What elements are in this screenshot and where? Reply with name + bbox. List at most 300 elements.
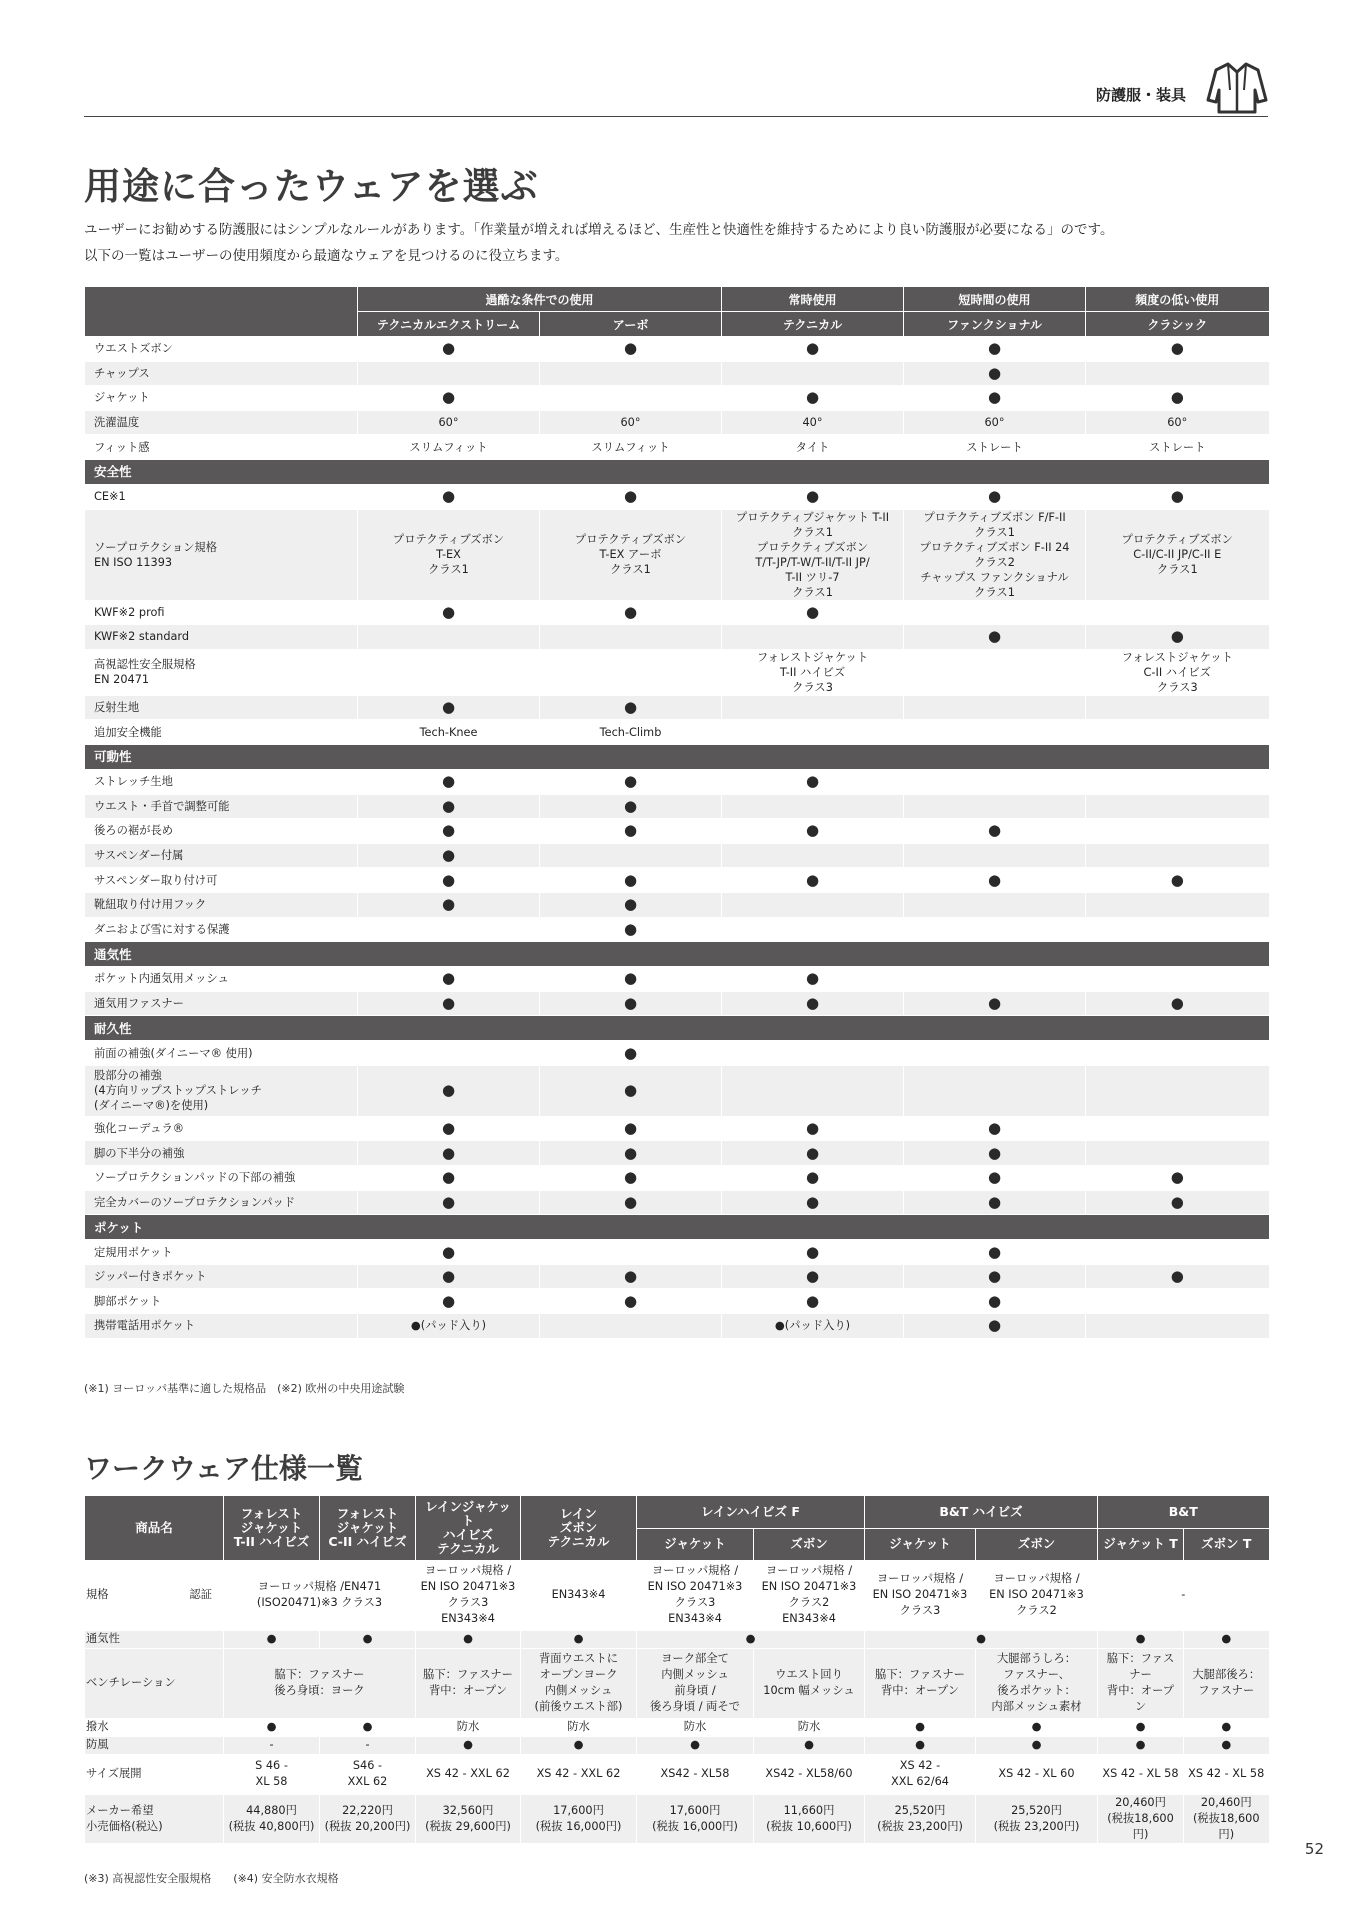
- table-cell: [904, 843, 1086, 868]
- table-cell: ●: [637, 1630, 865, 1648]
- table-cell: 背面ウエストに オープンヨーク 内側メッシュ (前後ウエスト部): [521, 1648, 637, 1718]
- intro-line: 以下の一覧はユーザーの使用頻度から最適なウェアを見つけるのに役立ちます。: [84, 248, 569, 264]
- check-mark: ●: [540, 794, 722, 819]
- table-cell: ●: [1098, 1630, 1184, 1648]
- table-cell: XS 42 - XL 58: [1098, 1754, 1184, 1794]
- check-mark: ●: [722, 1141, 904, 1166]
- check-mark: ●: [904, 361, 1086, 386]
- check-mark: ●: [540, 337, 722, 362]
- table-cell: スリムフィット: [540, 435, 722, 460]
- row-label: KWF※2 profi: [85, 600, 358, 625]
- check-mark: ●: [722, 1289, 904, 1314]
- check-mark: ●: [358, 1141, 540, 1166]
- footnote: (※1) ヨーロッパ基準に適した規格品 (※2) 欧州の中央用途試験: [84, 1382, 405, 1395]
- table-cell: [722, 720, 904, 745]
- section-row: [85, 942, 1269, 967]
- price-row: [85, 1794, 1269, 1843]
- table-row: [85, 484, 1269, 509]
- product-header: フォレスト ジャケット T-II ハイビズ: [224, 1496, 320, 1560]
- check-mark: ●: [540, 892, 722, 917]
- row-label: 股部分の補強 (4方向リップストップストレッチ (ダイニーマ®)を使用): [85, 1065, 358, 1116]
- table-cell: プロテクティブズボン C-II/C-II JP/C-II E クラス1: [1086, 509, 1269, 600]
- product-header: B&T ハイビズ: [865, 1496, 1098, 1528]
- size-row: [85, 1754, 1269, 1794]
- table-cell: [1086, 1314, 1269, 1339]
- table-cell: ●: [224, 1630, 320, 1648]
- usage-header: 過酷な条件での使用: [358, 287, 722, 312]
- check-mark: ●: [540, 695, 722, 720]
- table-cell: [540, 361, 722, 386]
- row-label: ベンチレーション: [85, 1648, 224, 1718]
- table-row: [85, 917, 1269, 942]
- table-cell: タイト: [722, 435, 904, 460]
- table-cell: フォレストジャケット T-II ハイビズ クラス3: [722, 649, 904, 695]
- product-header: ファンクショナル: [904, 312, 1086, 337]
- spec-label: 規格: [86, 1588, 109, 1601]
- table-cell: スリムフィット: [358, 435, 540, 460]
- table-cell: Tech-Climb: [540, 720, 722, 745]
- row-label: 脚部ポケット: [85, 1289, 358, 1314]
- table-cell: 60°: [358, 410, 540, 435]
- table-cell: [1086, 892, 1269, 917]
- intro-text: [84, 217, 1284, 269]
- check-mark: ●: [1098, 1718, 1184, 1736]
- table-row: [85, 649, 1269, 695]
- check-mark: ●: [358, 991, 540, 1016]
- check-mark: ●: [416, 1736, 521, 1754]
- check-mark: ●: [904, 1314, 1086, 1339]
- table-cell: [722, 695, 904, 720]
- table-cell: [904, 649, 1086, 695]
- row-label: ソープロテクション規格 EN ISO 11393: [85, 509, 358, 600]
- table-cell: ヨーロッパ規格 /EN471 (ISO20471)※3 クラス3: [224, 1560, 416, 1630]
- check-mark: ●: [358, 1264, 540, 1289]
- check-mark: ●: [722, 1264, 904, 1289]
- check-mark: ●: [904, 868, 1086, 893]
- row-label: 撥水: [85, 1718, 224, 1736]
- check-mark: ●: [904, 484, 1086, 509]
- check-mark: ●: [904, 1166, 1086, 1191]
- row-label: サスペンダー取り付け可: [85, 868, 358, 893]
- row-label: ストレッチ生地: [85, 769, 358, 794]
- table-cell: 脇下：ファスナー 後ろ身頃：ヨーク: [224, 1648, 416, 1718]
- row-label: フィット感: [85, 435, 358, 460]
- table-cell: 60°: [1086, 410, 1269, 435]
- table-cell: 防水: [637, 1718, 754, 1736]
- product-header: テクニカル: [722, 312, 904, 337]
- check-mark: ●: [904, 1141, 1086, 1166]
- product-header: レインハイビズ F: [637, 1496, 865, 1528]
- table-cell: [722, 1041, 904, 1066]
- table-cell: [1086, 695, 1269, 720]
- table-row: [85, 1289, 1269, 1314]
- check-mark: ●: [358, 1190, 540, 1215]
- table-row: [85, 386, 1269, 411]
- check-mark: ●: [722, 819, 904, 844]
- table-cell: 20,460円 (税抜18,600円): [1098, 1794, 1184, 1843]
- check-mark: ●: [637, 1736, 754, 1754]
- section-label: 安全性: [85, 459, 1269, 484]
- table-cell: 17,600円 (税抜 16,000円): [521, 1794, 637, 1843]
- row-label: 防風: [85, 1736, 224, 1754]
- check-mark: ●: [722, 868, 904, 893]
- table-cell: [1086, 769, 1269, 794]
- table-cell: フォレストジャケット C-II ハイビズ クラス3: [1086, 649, 1269, 695]
- row-label: ジャケット: [85, 386, 358, 411]
- check-mark: ●: [540, 1190, 722, 1215]
- table-cell: プロテクティブズボン T-EX アーボ クラス1: [540, 509, 722, 600]
- check-mark: ●: [358, 1240, 540, 1265]
- table-cell: XS42 - XL58: [637, 1754, 754, 1794]
- check-mark: ●: [358, 484, 540, 509]
- table-cell: 25,520円 (税抜 23,200円): [976, 1794, 1098, 1843]
- table-row: [85, 509, 1269, 600]
- sub-header: ジャケット T: [1098, 1528, 1184, 1560]
- table-cell: XS 42 - XXL 62: [416, 1754, 521, 1794]
- check-mark: ●: [540, 600, 722, 625]
- table-row: [85, 337, 1269, 362]
- table-cell: XS42 - XL58/60: [754, 1754, 865, 1794]
- table-cell: [722, 917, 904, 942]
- table-row: [85, 361, 1269, 386]
- table-cell: プロテクティブジャケット T-II クラス1 プロテクティブズボン T/T-JP/T-W/T-II/T-II JP/ T-II ツリ-7 クラス1: [722, 509, 904, 600]
- table-row: [85, 625, 1269, 650]
- table-cell: 25,520円 (税抜 23,200円): [865, 1794, 976, 1843]
- table-cell: [1086, 361, 1269, 386]
- table-row: [85, 1190, 1269, 1215]
- table-cell: [904, 720, 1086, 745]
- check-mark: ●: [358, 967, 540, 992]
- section-label: ポケット: [85, 1215, 1269, 1240]
- check-mark: ●: [540, 769, 722, 794]
- check-mark: ●: [358, 695, 540, 720]
- check-mark: ●: [358, 892, 540, 917]
- row-label: ウエスト・手首で調整可能: [85, 794, 358, 819]
- table-cell: プロテクティブズボン F/F-II クラス1 プロテクティブズボン F-II 24 クラス2 チャップス ファンクショナル クラス1: [904, 509, 1086, 600]
- table-row: [85, 1116, 1269, 1141]
- row-label: チャップス: [85, 361, 358, 386]
- check-mark: ●: [976, 1718, 1098, 1736]
- check-mark: ●: [1086, 868, 1269, 893]
- table-row: [85, 1264, 1269, 1289]
- table-cell: XS 42 - XXL 62/64: [865, 1754, 976, 1794]
- check-mark: ●: [904, 991, 1086, 1016]
- row-label: [85, 1560, 224, 1630]
- row-label: CE※1: [85, 484, 358, 509]
- check-mark: ●: [1086, 1166, 1269, 1191]
- usage-header: 常時使用: [722, 287, 904, 312]
- check-mark: ●: [976, 1736, 1098, 1754]
- table-row: [85, 1141, 1269, 1166]
- table-row: [85, 967, 1269, 992]
- section-row: [85, 459, 1269, 484]
- check-mark: ●: [1098, 1736, 1184, 1754]
- check-mark: ●: [904, 625, 1086, 650]
- check-mark: ●: [904, 386, 1086, 411]
- table-cell: 大腿部後ろ： ファスナー: [1184, 1648, 1269, 1718]
- table-row: [85, 769, 1269, 794]
- table-row: [85, 720, 1269, 745]
- product-header: フォレスト ジャケット C-II ハイビズ: [320, 1496, 416, 1560]
- table-cell: [904, 892, 1086, 917]
- check-mark: ●: [1086, 625, 1269, 650]
- row-label: 通気性: [85, 1630, 224, 1648]
- row-label: 携帯電話用ポケット: [85, 1314, 358, 1339]
- check-mark: ●: [1184, 1736, 1269, 1754]
- table-row: [85, 1240, 1269, 1265]
- table-cell: ストレート: [1086, 435, 1269, 460]
- section-row: [85, 1215, 1269, 1240]
- table-cell: [540, 1240, 722, 1265]
- check-mark: ●: [540, 1264, 722, 1289]
- usage-header: 頻度の低い使用: [1086, 287, 1269, 312]
- table-row: [85, 695, 1269, 720]
- table-cell: -: [224, 1736, 320, 1754]
- table-cell: 防水: [416, 1718, 521, 1736]
- table-cell: 脇下：ファスナー 背中：オープン: [416, 1648, 521, 1718]
- sub-header: ジャケット: [637, 1528, 754, 1560]
- jacket-icon: [1206, 60, 1268, 114]
- table-cell: [904, 769, 1086, 794]
- check-mark: ●: [722, 1116, 904, 1141]
- spec-table: [84, 1496, 1269, 1844]
- table-cell: [1086, 1289, 1269, 1314]
- check-mark: ●: [722, 1190, 904, 1215]
- table-cell: ●: [865, 1630, 1098, 1648]
- product-header: B&T: [1098, 1496, 1269, 1528]
- row-label: サスペンダー付属: [85, 843, 358, 868]
- table-cell: 17,600円 (税抜 16,000円): [637, 1794, 754, 1843]
- check-mark: ●: [722, 484, 904, 509]
- row-label: 高視認性安全服規格 EN 20471: [85, 649, 358, 695]
- page-number: 52: [1304, 1840, 1324, 1858]
- table-cell: 44,880円 (税抜 40,800円): [224, 1794, 320, 1843]
- row-label: ダニおよび雪に対する保護: [85, 917, 358, 942]
- row-label: サイズ展開: [85, 1754, 224, 1794]
- sub-header: ジャケット: [865, 1528, 976, 1560]
- check-mark: ●: [722, 600, 904, 625]
- table-row: [85, 991, 1269, 1016]
- table-cell: ヨーロッパ規格 / EN ISO 20471※3 クラス3 EN343※4: [416, 1560, 521, 1630]
- check-mark: ●: [1086, 484, 1269, 509]
- section-title: ワークウェア仕様一覧: [84, 1452, 363, 1485]
- table-cell: [1086, 967, 1269, 992]
- check-mark: ●: [358, 337, 540, 362]
- table-cell: -: [320, 1736, 416, 1754]
- table-cell: [722, 794, 904, 819]
- table-cell: [904, 967, 1086, 992]
- table-cell: ヨーロッパ規格 / EN ISO 20471※3 クラス3 EN343※4: [637, 1560, 754, 1630]
- row-label: 後ろの裾が長め: [85, 819, 358, 844]
- check-mark: ●: [358, 819, 540, 844]
- row-label: ジッパー付きポケット: [85, 1264, 358, 1289]
- check-mark: ●: [540, 917, 722, 942]
- table-cell: [1086, 1041, 1269, 1066]
- row-label: 反射生地: [85, 695, 358, 720]
- table-cell: [722, 843, 904, 868]
- table-cell: ウエスト回り 10cm 幅メッシュ: [754, 1648, 865, 1718]
- table-cell: [358, 1041, 540, 1066]
- table-cell: 20,460円 (税抜18,600円): [1184, 1794, 1269, 1843]
- table-cell: 防水: [521, 1718, 637, 1736]
- table-row: [85, 1314, 1269, 1339]
- row-label: KWF※2 standard: [85, 625, 358, 650]
- check-mark: ●: [1086, 991, 1269, 1016]
- category-label: 防護服・装具: [1095, 86, 1186, 104]
- row-label: 完全カバーのソープロテクションパッド: [85, 1190, 358, 1215]
- table-cell: [540, 649, 722, 695]
- check-mark: ●: [904, 337, 1086, 362]
- table-cell: [904, 1041, 1086, 1066]
- row-label: 前面の補強(ダイニーマ® 使用): [85, 1041, 358, 1066]
- check-mark: ●: [722, 337, 904, 362]
- row-label: 脚の下半分の補強: [85, 1141, 358, 1166]
- check-mark: ●: [1086, 337, 1269, 362]
- row-label: ウエストズボン: [85, 337, 358, 362]
- check-mark: ●: [1086, 1264, 1269, 1289]
- table-cell: [358, 625, 540, 650]
- table-cell: ヨーロッパ規格 / EN ISO 20471※3 クラス2 EN343※4: [754, 1560, 865, 1630]
- table-cell: [1086, 819, 1269, 844]
- water-row: [85, 1718, 1269, 1736]
- check-mark: ●: [540, 967, 722, 992]
- check-mark: ●: [722, 1240, 904, 1265]
- table-cell: 大腿部うしろ： ファスナー、 後ろポケット： 内部メッシュ素材: [976, 1648, 1098, 1718]
- table-cell: [1086, 600, 1269, 625]
- table-cell: ●: [1184, 1630, 1269, 1648]
- check-mark: ●: [358, 794, 540, 819]
- section-row: [85, 744, 1269, 769]
- table-body: [85, 337, 1269, 1339]
- check-mark: ●(パッド入り): [722, 1314, 904, 1339]
- table-cell: [904, 1065, 1086, 1116]
- table-row: [85, 868, 1269, 893]
- check-mark: ●: [904, 1116, 1086, 1141]
- table-cell: S 46 - XL 58: [224, 1754, 320, 1794]
- table-cell: [358, 917, 540, 942]
- table-cell: [904, 695, 1086, 720]
- check-mark: ●: [521, 1736, 637, 1754]
- check-mark: ●: [540, 1041, 722, 1066]
- product-header: アーボ: [540, 312, 722, 337]
- check-mark: ●: [358, 868, 540, 893]
- corner-header: [85, 287, 358, 337]
- section-label: 耐久性: [85, 1016, 1269, 1041]
- check-mark: ●: [358, 843, 540, 868]
- check-mark: ●: [865, 1718, 976, 1736]
- check-mark: ●: [722, 967, 904, 992]
- table-cell: 22,220円 (税抜 20,200円): [320, 1794, 416, 1843]
- page-title: 用途に合ったウェアを選ぶ: [84, 165, 539, 208]
- row-label: 強化コーデュラ®: [85, 1116, 358, 1141]
- row-label: 洗濯温度: [85, 410, 358, 435]
- table-cell: EN343※4: [521, 1560, 637, 1630]
- name-header: 商品名: [85, 1496, 224, 1560]
- row-label: 靴紐取り付け用フック: [85, 892, 358, 917]
- table-row: [85, 410, 1269, 435]
- table-cell: [1086, 1065, 1269, 1116]
- check-mark: ●: [540, 991, 722, 1016]
- product-header: レイン ズボン テクニカル: [521, 1496, 637, 1560]
- table-cell: [540, 386, 722, 411]
- table-cell: 60°: [540, 410, 722, 435]
- table-cell: [722, 892, 904, 917]
- table-cell: [1086, 1116, 1269, 1141]
- check-mark: ●: [904, 1289, 1086, 1314]
- check-mark: ●: [540, 1065, 722, 1116]
- check-mark: ●(パッド入り): [358, 1314, 540, 1339]
- sub-header: ズボン: [754, 1528, 865, 1560]
- intro-line: ユーザーにお勧めする防護服にはシンプルなルールがあります。「作業量が増えれば増えるほど、生産性と快適性を維持するためにより良い防護服が必要になる」のです。: [84, 222, 1114, 238]
- row-label: 定規用ポケット: [85, 1240, 358, 1265]
- check-mark: ●: [1184, 1718, 1269, 1736]
- table-row: [85, 435, 1269, 460]
- table-cell: 防水: [754, 1718, 865, 1736]
- table-cell: 脇下：ファスナー 背中：オープン: [865, 1648, 976, 1718]
- check-mark: ●: [540, 484, 722, 509]
- table-cell: [722, 361, 904, 386]
- table-cell: XS 42 - XL 60: [976, 1754, 1098, 1794]
- check-mark: ●: [904, 1240, 1086, 1265]
- check-mark: ●: [722, 991, 904, 1016]
- table-cell: 脇下：ファス ナー 背中：オープ ン: [1098, 1648, 1184, 1718]
- check-mark: ●: [722, 386, 904, 411]
- footnote: (※3) 高視認性安全服規格 (※4) 安全防水衣規格: [84, 1872, 339, 1885]
- table-cell: [1086, 1240, 1269, 1265]
- table-cell: [1086, 917, 1269, 942]
- table-cell: [904, 794, 1086, 819]
- section-row: [85, 1016, 1269, 1041]
- table-row: [85, 794, 1269, 819]
- table-cell: ●: [320, 1630, 416, 1648]
- table-cell: 32,560円 (税抜 29,600円): [416, 1794, 521, 1843]
- check-mark: ●: [224, 1718, 320, 1736]
- check-mark: ●: [358, 386, 540, 411]
- table-row: [85, 892, 1269, 917]
- check-mark: ●: [540, 868, 722, 893]
- table-row: [85, 600, 1269, 625]
- row-label: ポケット内通気用メッシュ: [85, 967, 358, 992]
- check-mark: ●: [540, 1166, 722, 1191]
- table-cell: [722, 1065, 904, 1116]
- check-mark: ●: [865, 1736, 976, 1754]
- section-label: 通気性: [85, 942, 1269, 967]
- page-header: [84, 60, 1268, 117]
- section-label: 可動性: [85, 744, 1269, 769]
- table-cell: ヨーク部全て 内側メッシュ 前身頃 / 後ろ身頃 / 両そで: [637, 1648, 754, 1718]
- check-mark: ●: [540, 819, 722, 844]
- check-mark: ●: [540, 1289, 722, 1314]
- table-cell: [722, 625, 904, 650]
- check-mark: ●: [540, 1116, 722, 1141]
- check-mark: ●: [1086, 386, 1269, 411]
- table-cell: [904, 600, 1086, 625]
- cert-label: 認証: [189, 1588, 212, 1601]
- table-cell: ●: [521, 1630, 637, 1648]
- check-mark: ●: [358, 1065, 540, 1116]
- table-cell: [540, 625, 722, 650]
- table-cell: Tech-Knee: [358, 720, 540, 745]
- row-label: ソープロテクションパッドの下部の補強: [85, 1166, 358, 1191]
- table-row: [85, 1166, 1269, 1191]
- table-cell: [1086, 720, 1269, 745]
- product-header: クラシック: [1086, 312, 1269, 337]
- table-row: [85, 843, 1269, 868]
- table-cell: 40°: [722, 410, 904, 435]
- check-mark: ●: [320, 1718, 416, 1736]
- table-cell: ヨーロッパ規格 / EN ISO 20471※3 クラス2: [976, 1560, 1098, 1630]
- row-label: 追加安全機能: [85, 720, 358, 745]
